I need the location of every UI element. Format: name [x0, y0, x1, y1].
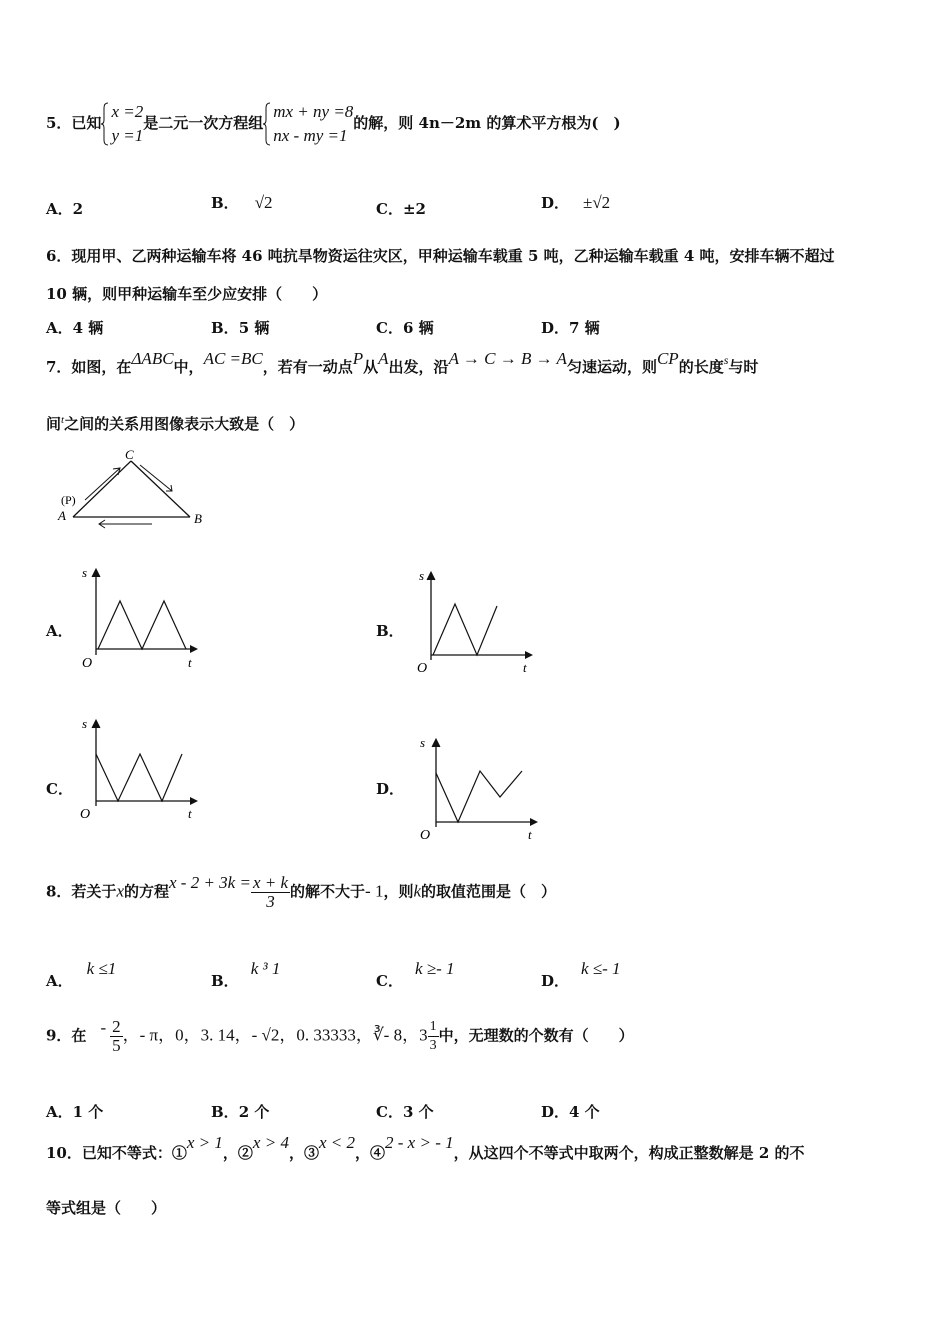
q7-graph-c[interactable]	[78, 714, 218, 824]
q7-option-c[interactable]: C．	[46, 780, 73, 798]
question-6-line1: 6．现用甲、乙两种运输车将 46 吨抗旱物资运往灾区，甲种运输车载重 5 吨，乙种运输车载重 4 吨，安排车辆不超过	[46, 247, 835, 265]
vertex-a-label: A	[58, 508, 66, 523]
q5-option-d[interactable]: D． ±√2	[541, 193, 611, 212]
q5-sys1-line2: y =1	[111, 126, 144, 145]
q7-graph-b[interactable]	[413, 566, 553, 676]
q5-option-c[interactable]: C．±2	[376, 200, 426, 218]
q9-option-d[interactable]: D．4 个	[541, 1103, 600, 1121]
question-6-line2: 10 辆，则甲种运输车至少应安排（ ）	[46, 285, 328, 303]
q5-sys2-line1: mx + ny =8	[273, 102, 354, 121]
q8-fraction: $\frac{x + k}{3}$	[252, 873, 289, 911]
axis-t-label: t	[523, 660, 527, 675]
q9-option-c[interactable]: C．3 个	[376, 1103, 434, 1121]
axis-s-label: s	[82, 716, 88, 731]
q6-option-b[interactable]: B．5 辆	[211, 319, 270, 337]
question-5	[46, 100, 621, 148]
q7-graph-d[interactable]	[418, 733, 558, 843]
q6-option-a[interactable]: A．4 辆	[46, 319, 104, 337]
q5-sys1-line1: x =2	[111, 102, 144, 121]
vertex-b-label: B	[194, 511, 202, 526]
q6-option-c[interactable]: C．6 辆	[376, 319, 434, 337]
option-value: √2	[254, 193, 273, 212]
brace-icon	[101, 102, 109, 146]
q8-option-d[interactable]: D．k ≤- 1	[541, 959, 621, 990]
option-value: k ≤- 1	[581, 959, 621, 978]
question-10-line1: 10．已知不等式：①x > 1，②x > 4，③x < 2，④2 - x > - 1，从这四个不等式中取两个，构成正整数解是 2 的不	[46, 1133, 805, 1162]
q7-option-b[interactable]: B．	[376, 622, 404, 640]
q5-sys2-line2: nx - my =1	[273, 126, 348, 145]
q8-option-b[interactable]: B．k ³ 1	[211, 959, 281, 990]
question-7-line1: 7．如图，在ΔABC中，AC =BC，若有一动点P从A出发，沿A → C → B → A匀速运动，则CP的长度$^s$与时	[46, 349, 759, 376]
option-value: ±√2	[583, 193, 611, 212]
vertex-c-label: C	[125, 447, 134, 462]
axis-t-label: t	[188, 806, 192, 821]
origin-label: O	[80, 807, 91, 822]
axis-s-label: s	[419, 568, 425, 583]
question-10-line2: 等式组是（ ）	[46, 1199, 167, 1217]
q5-mid-text: 是二元一次方程组	[143, 114, 264, 132]
option-value: 2	[72, 200, 84, 218]
q5-solution-system	[101, 100, 143, 148]
option-value: k ≥- 1	[414, 959, 455, 978]
q9-mixed-fraction: $\frac{1}{3}$	[429, 1019, 437, 1053]
q9-option-a[interactable]: A．1 个	[46, 1103, 104, 1121]
origin-label: O	[417, 661, 428, 676]
q5-number: 5．已知	[46, 114, 102, 132]
axis-s-label: s	[82, 565, 88, 580]
axis-s-label: s	[420, 735, 426, 750]
option-value: k ≤1	[86, 959, 117, 978]
option-value: ±2	[402, 200, 426, 218]
question-9: 9．在 - $\frac{2}{5}$ ，- π，0，3. 14，- √2，0. 33333，∛- 8，3 $\frac{1}{3}$ 中，无理数的个数有（ ）	[46, 1017, 634, 1055]
axis-t-label: t	[188, 655, 192, 670]
q9-fraction: $\frac{2}{5}$	[112, 1017, 121, 1055]
q5-equation-system	[263, 100, 353, 148]
question-8: 8．若关于x的方程x - 2 + 3k = $\frac{x + k}{3}$ 的解不大于- 1，则k的取值范围是（ ）	[46, 872, 557, 911]
q5-option-a[interactable]: A．2	[46, 200, 84, 218]
brace-icon	[263, 102, 271, 146]
q7-option-a[interactable]: A．	[46, 622, 73, 640]
q5-option-b[interactable]: B． √2	[211, 193, 273, 212]
q7-triangle-figure	[55, 447, 215, 532]
q9-option-b[interactable]: B．2 个	[211, 1103, 270, 1121]
q6-option-d[interactable]: D．7 辆	[541, 319, 600, 337]
q8-option-a[interactable]: A．k ≤1	[46, 959, 117, 990]
q7-graph-a[interactable]	[78, 563, 218, 673]
q7-option-d[interactable]: D．	[376, 780, 405, 798]
q5-tail-text: 的解，则 4n－2m 的算术平方根为( )	[353, 114, 621, 132]
q8-option-c[interactable]: C．k ≥- 1	[376, 959, 455, 990]
point-p-label: (P)	[61, 493, 76, 507]
origin-label: O	[420, 828, 431, 843]
origin-label: O	[82, 656, 93, 671]
question-7-line2: 间$^t$之间的关系用图像表示大致是（ ）	[46, 414, 305, 433]
option-value: k ³ 1	[250, 959, 281, 978]
axis-t-label: t	[528, 827, 532, 842]
